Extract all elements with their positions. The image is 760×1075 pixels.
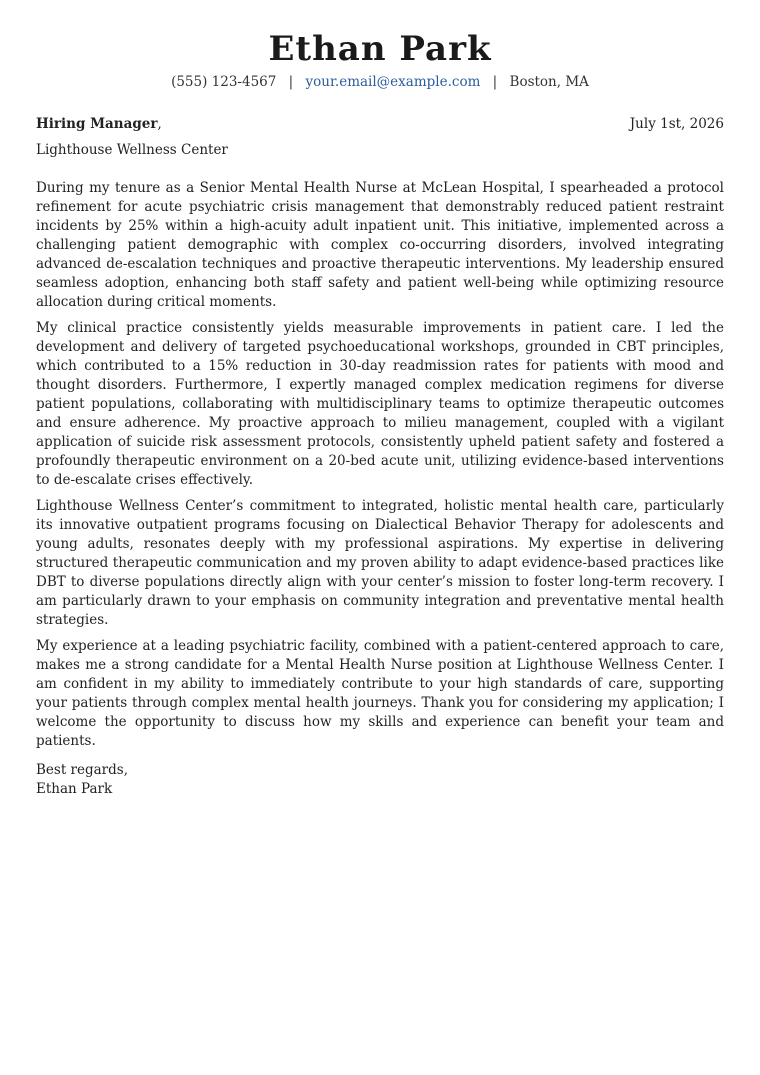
phone-number: (555) 123-4567: [171, 74, 277, 90]
contact-separator: |: [288, 74, 294, 90]
recipient-name: Hiring Manager: [36, 116, 158, 132]
letter-body: [36, 179, 724, 751]
contact-line: [36, 72, 724, 92]
letter-closing: [36, 761, 724, 799]
email-link[interactable]: your.email@example.com: [305, 74, 481, 90]
contact-separator: |: [492, 74, 498, 90]
location: Boston, MA: [509, 74, 589, 90]
closing-salutation: Best regards,: [36, 762, 129, 778]
body-paragraph: Lighthouse Wellness Center’s commitment to integrated, holistic mental health care, particularly its innovative outpatient programs focusing on Dialectical Behavior Therapy for adolescents and young adults, resonates deeply with my professional aspirations. My expertise in delivering structured therapeutic communication and my proven ability to adapt evidence-based practices like DBT to diverse populations directly align with your center’s mission to foster long-term recovery. I am particularly drawn to your emphasis on community integration and preventative mental health strategies.: [36, 498, 724, 628]
closing-signature: Ethan Park: [36, 781, 113, 797]
letter-date: July 1st, 2026: [629, 116, 724, 132]
recipient-date-row: [36, 114, 724, 134]
applicant-name: Ethan Park: [268, 29, 492, 69]
body-paragraph: My experience at a leading psychiatric facility, combined with a patient-centered approach to care, makes me a strong candidate for a Mental Health Nurse position at Lighthouse Wellness Center. I am confident in my ability to immediately contribute to your high standards of care, supporting your patients through complex mental health journeys. Thank you for considering my application; I welcome the opportunity to discuss how my skills and experience can benefit your team and patients.: [36, 638, 724, 749]
recipient-line: [36, 114, 162, 134]
body-paragraph: My clinical practice consistently yields measurable improvements in patient care. I led the development and delivery of targeted psychoeducational workshops, grounded in CBT principles, which contributed to a 15% reduction in 30-day readmission rates for patients with mood and thought disorders. Furthermore, I expertly managed complex medication regimens for diverse patient populations, collaborating with multidisciplinary teams to optimize therapeutic outcomes and ensure adherence. My proactive approach to milieu management, coupled with a vigilant application of suicide risk assessment protocols, consistently upheld patient safety and fostered a profoundly therapeutic environment on a 20-bed acute unit, utilizing evidence-based interventions to de-escalate crises effectively.: [36, 320, 724, 488]
recipient-name-comma: ,: [157, 116, 162, 132]
recipient-company: Lighthouse Wellness Center: [36, 142, 228, 158]
body-paragraph: During my tenure as a Senior Mental Health Nurse at McLean Hospital, I spearheaded a protocol refinement for acute psychiatric crisis management that demonstrably reduced patient restraint incidents by 25% within a high-acuity adult inpatient unit. This initiative, implemented across a challenging patient demographic with complex co-occurring disorders, involved integrating advanced de-escalation techniques and proactive therapeutic interventions. My leadership ensured seamless adoption, enhancing both staff safety and patient well-being while optimizing resource allocation during critical moments.: [36, 180, 724, 310]
